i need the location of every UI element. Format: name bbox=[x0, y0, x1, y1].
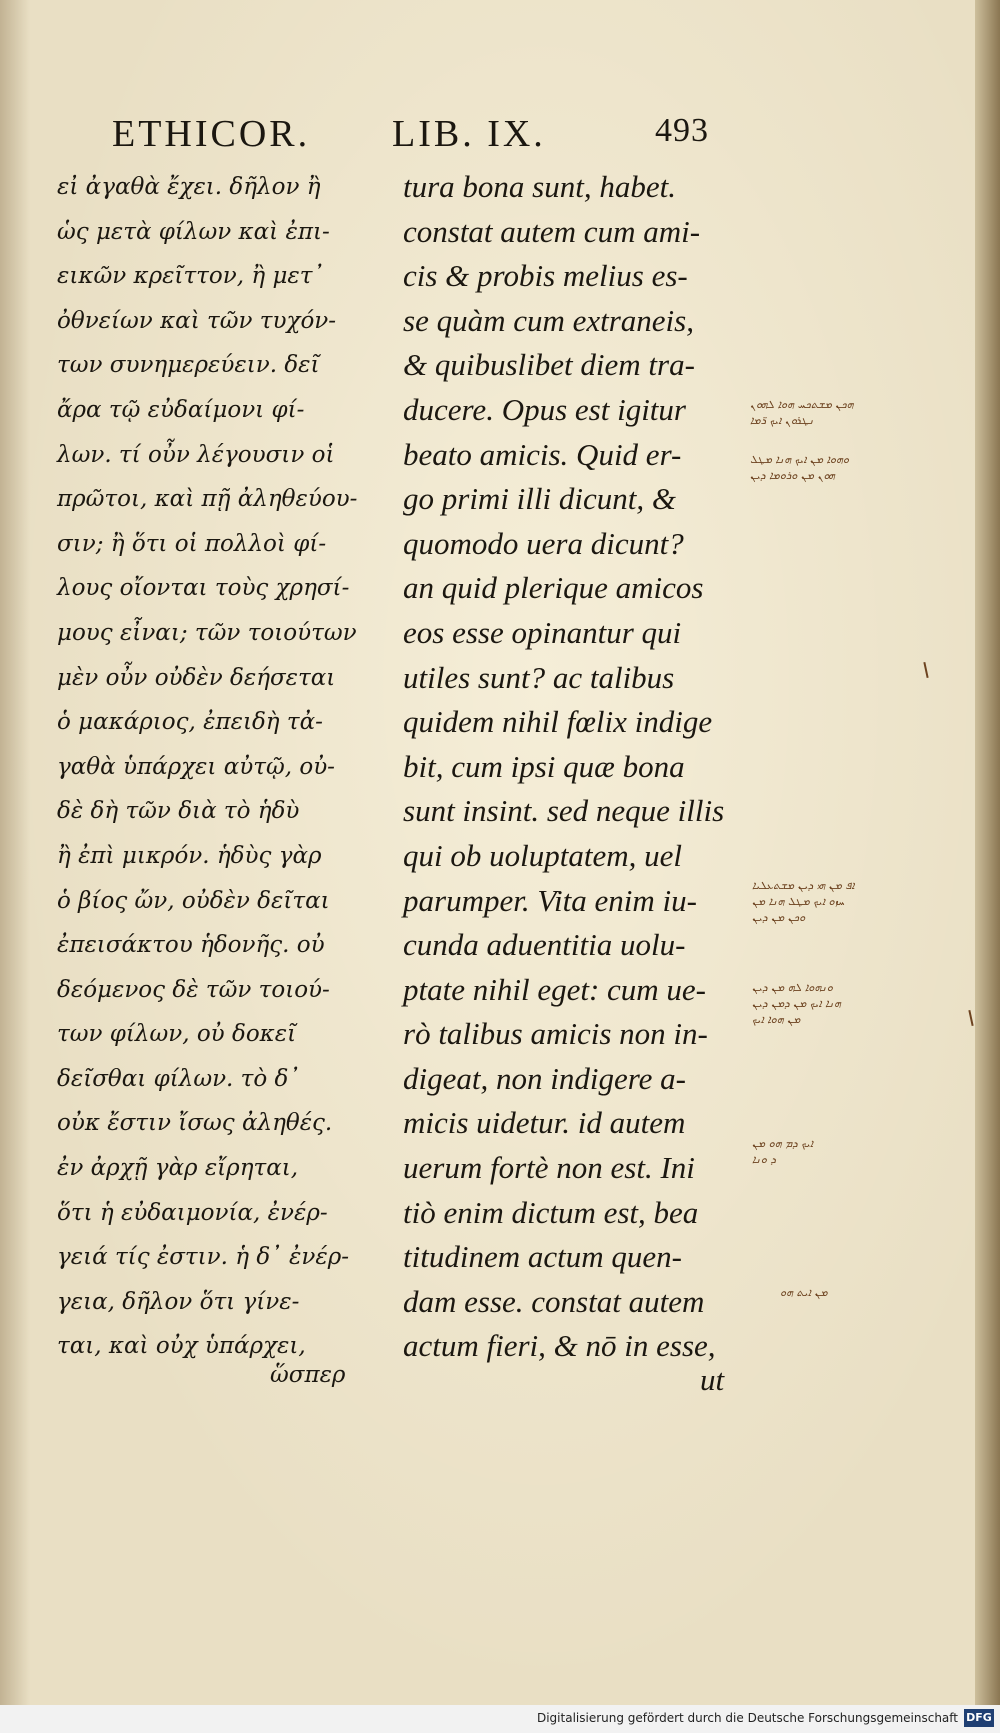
marginal-note-line: ܚܙܘ ܐܝܟ ܡܛܠ ܗܢܐ ܡܢ bbox=[752, 895, 845, 908]
text-line: micis uidetur. id autem bbox=[403, 1105, 686, 1141]
text-line: ὡς μετὰ φίλων καὶ ἐπι- bbox=[57, 218, 330, 245]
text-line: μους εἶναι; τῶν τοιούτων bbox=[57, 619, 357, 646]
text-line: an quid plerique amicos bbox=[403, 570, 704, 606]
marginal-note-line: ܗܢܐ ܐܝܟ ܡܢ ܕܡܢ ܕܝܢ bbox=[752, 997, 841, 1010]
text-line: uerum fortè non est. Ini bbox=[403, 1150, 695, 1186]
text-line: dam esse. constat autem bbox=[403, 1283, 705, 1319]
text-line: parumper. Vita enim iu- bbox=[403, 882, 697, 918]
latin-catchword: ut bbox=[700, 1362, 725, 1397]
text-line: tura bona sunt, habet. bbox=[403, 169, 676, 204]
text-line: ὁ βίος ὤν, οὐδὲν δεῖται bbox=[57, 887, 330, 914]
text-line: utiles sunt? ac talibus bbox=[403, 659, 675, 695]
text-line: tiò enim dictum est, bea bbox=[403, 1194, 699, 1230]
marginal-note-line: ܕ ܘܢܐ bbox=[752, 1153, 776, 1166]
greek-text-column bbox=[57, 165, 382, 1369]
text-line: qui ob uoluptatem, uel bbox=[403, 837, 682, 873]
marginal-note-line: ܐܦ ܡܢ ܗܝ ܕܝܢ ܡܫܬܥܠܝܐ bbox=[752, 879, 855, 892]
text-line: δεόμενος δὲ τῶν τοιού- bbox=[57, 976, 330, 1003]
text-line: ἐπεισάκτου ἡδονῆς. οὐ bbox=[57, 932, 325, 959]
text-line: bit, cum ipsi quæ bona bbox=[403, 748, 685, 784]
marginal-note bbox=[752, 878, 962, 926]
marginal-note-line: ܡܢ ܐܝܬ ܗܘ bbox=[780, 1286, 828, 1299]
text-line: ὁ μακάριος, ἐπειδὴ τἀ- bbox=[57, 709, 323, 736]
text-line: sunt insint. sed neque illis bbox=[403, 793, 725, 829]
text-line: actum fieri, & nō in esse, bbox=[403, 1328, 716, 1364]
marginal-note bbox=[780, 1285, 950, 1301]
text-line: εικῶν κρεῖττον, ἢ μετ᾽ bbox=[57, 263, 324, 290]
text-line: εἰ ἀγαθὰ ἔχει. δῆλον ἢ bbox=[57, 174, 321, 200]
marginal-note bbox=[752, 1136, 962, 1168]
text-line: se quàm cum extraneis, bbox=[403, 302, 694, 338]
page-number: 493 bbox=[655, 112, 709, 149]
text-line: μὲν οὖν οὐδὲν δεήσεται bbox=[57, 664, 336, 691]
dfg-logo: DFG bbox=[964, 1709, 994, 1727]
text-line: eos esse opinantur qui bbox=[403, 614, 682, 650]
text-line: go primi illi dicunt, & bbox=[403, 481, 676, 517]
text-line: rò talibus amicis non in- bbox=[403, 1016, 708, 1052]
text-line: σιν; ἢ ὅτι οἱ πολλοὶ φί- bbox=[57, 530, 327, 557]
text-line: beato amicis. Quid er- bbox=[403, 436, 682, 472]
text-line: γαθὰ ὑπάρχει αὐτῷ, οὐ- bbox=[57, 753, 335, 780]
text-line: digeat, non indigere a- bbox=[403, 1060, 686, 1096]
marginal-note bbox=[750, 452, 965, 484]
text-line: πρῶτοι, καὶ πῇ ἀληθεύου- bbox=[57, 486, 358, 513]
text-line: titudinem actum quen- bbox=[403, 1239, 682, 1275]
text-line: ἐν ἀρχῇ γὰρ εἴρηται, bbox=[57, 1155, 299, 1182]
marginal-note-line: ܐܝܟ ܕܡ ܗܘ ܡܢ bbox=[752, 1137, 814, 1150]
text-line: γεια, δῆλον ὅτι γίνε- bbox=[57, 1288, 300, 1315]
text-line: ducere. Opus est igitur bbox=[403, 391, 686, 427]
text-line: ἄρα τῷ εὐδαίμονι φί- bbox=[57, 396, 305, 423]
text-line: quidem nihil fœlix indige bbox=[403, 704, 713, 740]
text-line: οὐκ ἔστιν ἴσως ἀληθές. bbox=[57, 1110, 333, 1137]
page-edge bbox=[975, 0, 1000, 1705]
text-line: γειά τίς ἐστιν. ἡ δ᾽ ἐνέρ- bbox=[57, 1244, 349, 1271]
marginal-note bbox=[750, 397, 950, 429]
text-line: δὲ δὴ τῶν διὰ τὸ ἡδὺ bbox=[57, 798, 300, 825]
text-line: cis & probis melius es- bbox=[403, 258, 688, 294]
text-line: & quibuslibet diem tra- bbox=[403, 347, 695, 383]
marginal-note bbox=[752, 980, 962, 1028]
text-line: των φίλων, οὐ δοκεῖ bbox=[57, 1021, 297, 1048]
marginal-note-line: ܢܛܪܘܢ ܐܝܟ ܪ̈ܡܐ bbox=[750, 414, 814, 427]
latin-text-column bbox=[403, 165, 735, 1369]
text-line: δεῖσθαι φίλων. τὸ δ᾽ bbox=[57, 1065, 300, 1092]
text-line: λους οἴονται τοὺς χρησί- bbox=[57, 575, 350, 602]
text-line: cunda aduentitia uolu- bbox=[403, 927, 686, 963]
text-line: ptate nihil eget: cum ue- bbox=[403, 971, 707, 1007]
marginal-note-line: ܘܗܘܐ ܡܢ ܐܝܟ ܗܢܐ ܡܛܠ bbox=[750, 453, 850, 466]
text-line: constat autem cum ami- bbox=[403, 213, 701, 249]
text-line: λων. τί οὖν λέγουσιν οἱ bbox=[57, 441, 335, 468]
marginal-note-line: ܡܢ ܗܘܐ ܐܝܟ bbox=[752, 1013, 801, 1026]
running-title: ETHICOR. bbox=[112, 113, 311, 155]
text-line: ὅτι ἡ εὐδαιμονία, ἐνέρ- bbox=[57, 1199, 328, 1226]
marginal-note-line: ܘܟܢ ܡܢ ܕܝܢ bbox=[752, 911, 806, 924]
footer-credit: Digitalisierung gefördert durch die Deutsche Forschungsgemeinschaft bbox=[536, 1711, 958, 1725]
text-line: ὀθνείων καὶ τῶν τυχόν- bbox=[57, 307, 337, 334]
text-line: ται, καὶ οὐχ ὑπάρχει, bbox=[57, 1333, 306, 1360]
marginal-note-line: ܗܘܢ ܡܢ ܘܪܘܡܐ ܕܝܢ bbox=[750, 469, 835, 482]
text-line: quomodo uera dicunt? bbox=[403, 525, 684, 561]
book-label: LIB. IX. bbox=[392, 113, 546, 155]
marginal-note-line: ܘܢܗܘܐ ܠܗ ܡܢ ܕܝܢ bbox=[752, 981, 833, 994]
greek-catchword: ὥσπερ bbox=[270, 1362, 346, 1388]
marginal-note-line: ܗܟܢ ܡܫܬܟܚ ܗܘܐ ܠܗܘܢ bbox=[750, 398, 854, 411]
text-line: των συνημερεύειν. δεῖ bbox=[57, 352, 320, 379]
text-line: ἢ ἐπὶ μικρόν. ἡδὺς γὰρ bbox=[57, 842, 322, 869]
